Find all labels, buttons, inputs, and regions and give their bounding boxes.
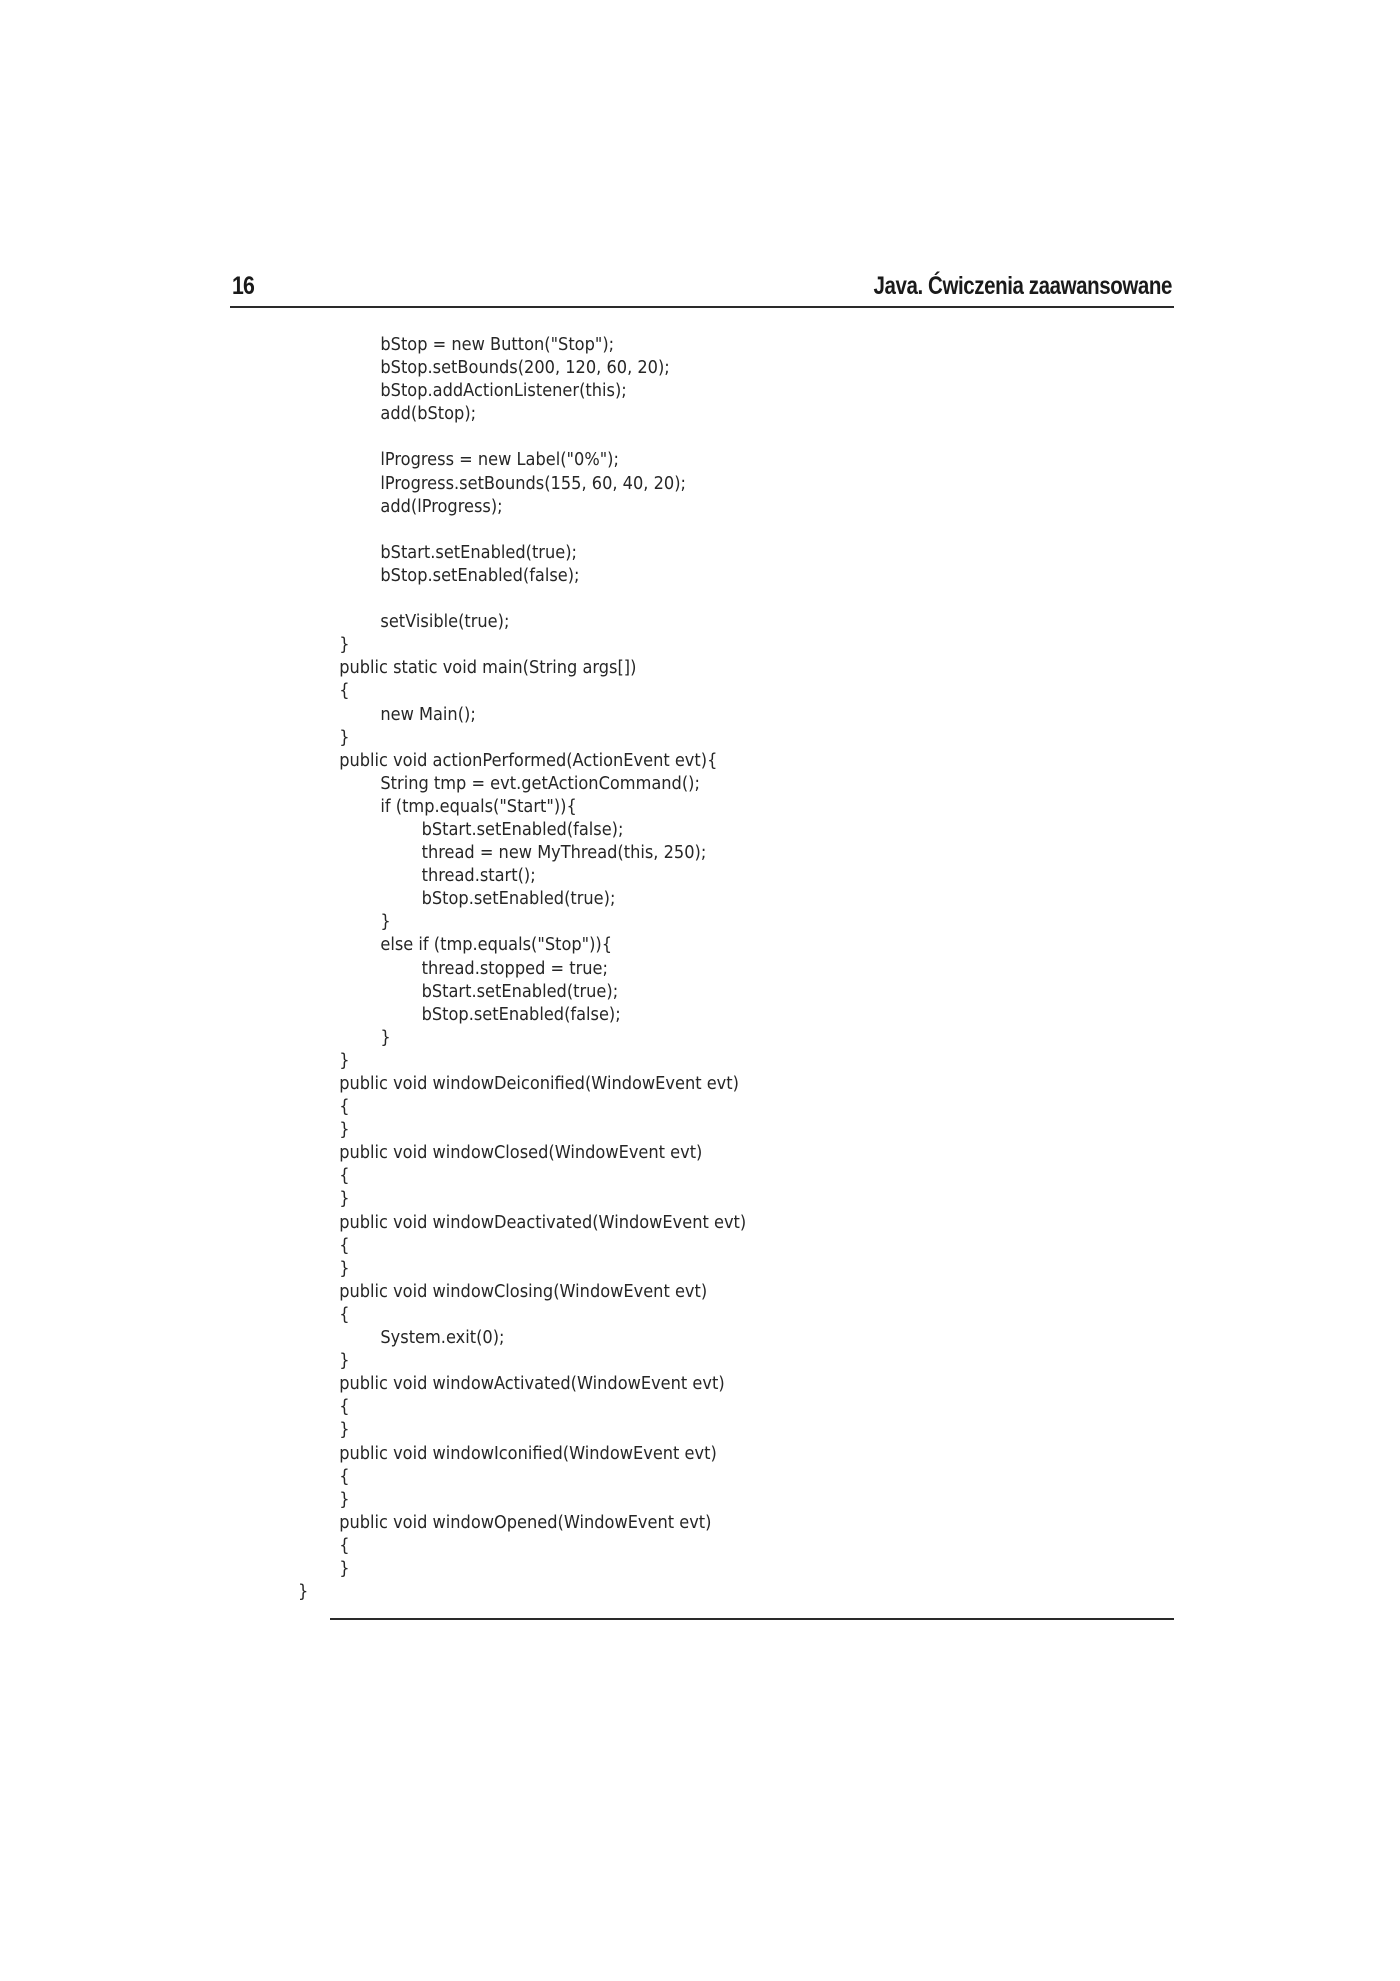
code-line: } <box>298 1119 350 1141</box>
code-line: thread = new MyThread(this, 250); <box>298 842 707 864</box>
running-header <box>230 268 1174 308</box>
code-line <box>298 587 746 610</box>
code-line: public void windowClosing(WindowEvent evt) <box>298 1280 708 1302</box>
listing-end-rule <box>330 1618 1174 1620</box>
code-line: { <box>298 1396 350 1418</box>
code-line: bStop.setEnabled(false); <box>298 1003 621 1025</box>
code-line: { <box>298 1234 350 1256</box>
code-line: } <box>298 1557 350 1579</box>
code-line: bStart.setEnabled(true); <box>298 980 619 1002</box>
code-line <box>298 425 746 448</box>
code-line: bStop = new Button("Stop"); <box>298 334 615 355</box>
code-line: String tmp = evt.getActionCommand(); <box>298 772 700 794</box>
code-line: } <box>298 1026 391 1048</box>
code-line: bStop.setEnabled(true); <box>298 888 616 910</box>
code-line: { <box>298 1096 350 1118</box>
code-line: bStop.setBounds(200, 120, 60, 20); <box>298 357 670 379</box>
code-line: thread.start(); <box>298 865 536 887</box>
code-line: lProgress.setBounds(155, 60, 40, 20); <box>298 472 686 494</box>
code-line: public void windowIconified(WindowEvent evt) <box>298 1442 717 1464</box>
code-line: bStart.setEnabled(false); <box>298 818 624 840</box>
code-line: { <box>298 1465 350 1487</box>
code-listing <box>298 333 796 1603</box>
code-line: bStop.setEnabled(false); <box>298 564 580 586</box>
code-line: else if (tmp.equals("Stop")){ <box>298 934 613 956</box>
code-line: bStop.addActionListener(this); <box>298 380 627 402</box>
code-line: public void windowOpened(WindowEvent evt) <box>298 1511 712 1533</box>
code-line: } <box>298 1488 350 1510</box>
code-line: public void windowDeactivated(WindowEvent evt) <box>298 1211 747 1233</box>
code-line: { <box>298 1165 350 1187</box>
code-line: } <box>298 1049 350 1071</box>
code-line: thread.stopped = true; <box>298 957 608 979</box>
code-line: add(lProgress); <box>298 495 503 517</box>
code-line: public static void main(String args[]) <box>298 657 637 679</box>
code-line: public void windowClosed(WindowEvent evt) <box>298 1142 703 1164</box>
code-line: } <box>298 911 391 933</box>
code-line: { <box>298 1303 350 1325</box>
code-line: public void windowDeiconified(WindowEvent evt) <box>298 1073 739 1094</box>
code-line: { <box>298 680 350 702</box>
code-line: { <box>298 1534 350 1556</box>
code-line: setVisible(true); <box>298 611 510 633</box>
code-line: new Main(); <box>298 703 476 725</box>
code-line: if (tmp.equals("Start")){ <box>298 795 577 817</box>
code-line: } <box>298 634 350 656</box>
code-line: public void actionPerformed(ActionEvent evt){ <box>298 749 718 771</box>
code-line: } <box>298 1419 350 1441</box>
code-line: System.exit(0); <box>298 1327 505 1349</box>
code-line: } <box>298 1350 350 1372</box>
code-line: bStart.setEnabled(true); <box>298 541 577 563</box>
code-line: } <box>298 1188 350 1210</box>
code-line: } <box>298 1581 309 1603</box>
code-line <box>298 518 746 541</box>
page-number: 16 <box>232 272 254 300</box>
code-line: lProgress = new Label("0%"); <box>298 449 619 471</box>
code-line: public void windowActivated(WindowEvent evt) <box>298 1373 725 1395</box>
code-line: } <box>298 1257 350 1279</box>
code-line: add(bStop); <box>298 403 477 425</box>
code-line: } <box>298 726 350 748</box>
book-title: Java. Ćwiczenia zaawansowane <box>873 272 1172 300</box>
